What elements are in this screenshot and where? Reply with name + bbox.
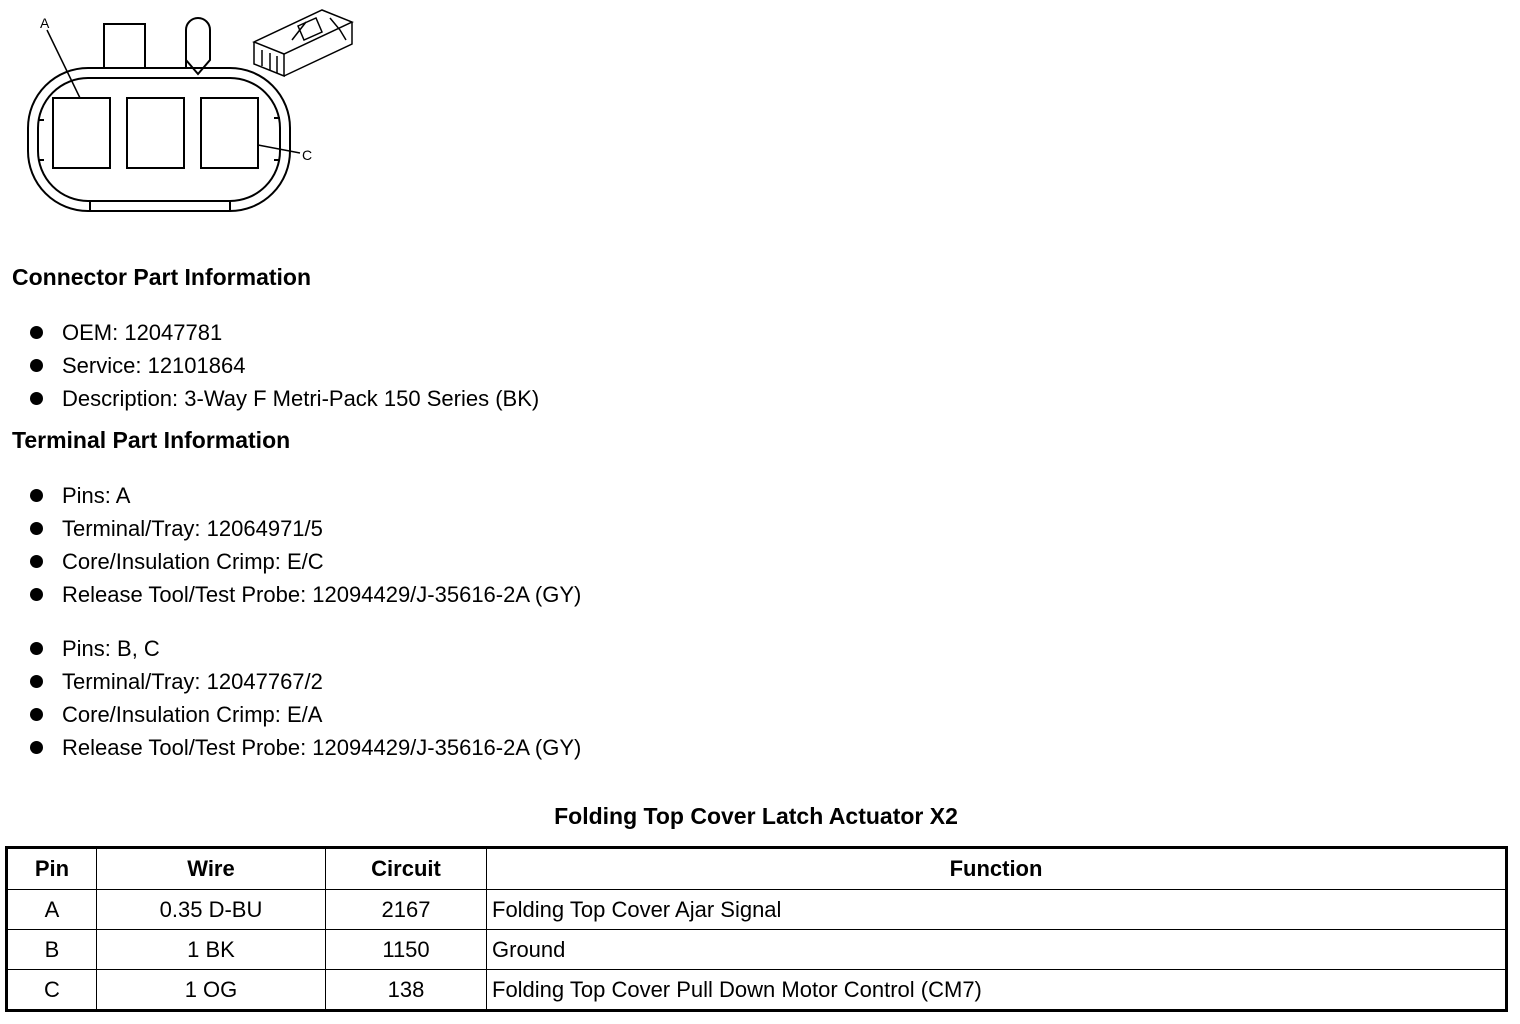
column-header-pin: Pin [7,848,97,890]
bullet-icon [30,741,43,754]
list-item: Release Tool/Test Probe: 12094429/J-35616-2A (GY) [28,578,581,611]
table-header-row [7,848,1507,890]
cell-pin: B [7,930,97,970]
list-item: Terminal/Tray: 12064971/5 [28,512,581,545]
cell-circuit: 138 [326,970,487,1011]
connector-housing-outer [28,68,290,211]
list-item: Pins: A [28,479,581,512]
cell-wire: 1 BK [97,930,326,970]
connector-3d-icon [254,10,352,76]
connector-info-heading: Connector Part Information [12,264,312,290]
terminal-info-list-2 [28,632,581,764]
list-item: Release Tool/Test Probe: 12094429/J-35616-2A (GY) [28,731,581,764]
table-row [7,930,1507,970]
cell-wire: 1 OG [97,970,326,1011]
terminal-info-heading: Terminal Part Information [12,427,291,453]
list-item: OEM: 12047781 [28,316,539,349]
bullet-icon [30,359,43,372]
pin-label-a: A [40,15,50,31]
cell-function: Folding Top Cover Ajar Signal [487,890,1507,930]
list-item: Terminal/Tray: 12047767/2 [28,665,581,698]
bullet-icon [30,326,43,339]
cavity-a [53,98,110,168]
bullet-icon [30,555,43,568]
cavity-c [201,98,258,168]
key-tab [186,18,210,74]
list-item: Core/Insulation Crimp: E/A [28,698,581,731]
bullet-icon [30,522,43,535]
column-header-circuit: Circuit [326,848,487,890]
cell-pin: A [7,890,97,930]
bullet-icon [30,642,43,655]
cell-circuit: 1150 [326,930,487,970]
list-item: Core/Insulation Crimp: E/C [28,545,581,578]
pinout-table [5,846,1508,1012]
connector-housing-inner [38,78,280,201]
list-item: Service: 12101864 [28,349,539,382]
cell-function: Folding Top Cover Pull Down Motor Control (CM7) [487,970,1507,1011]
connector-diagram [0,0,380,225]
bullet-icon [30,675,43,688]
cell-function: Ground [487,930,1507,970]
column-header-function: Function [487,848,1507,890]
cell-wire: 0.35 D-BU [97,890,326,930]
list-item: Description: 3-Way F Metri-Pack 150 Series (BK) [28,382,539,415]
table-title: Folding Top Cover Latch Actuator X2 [554,803,958,829]
bullet-icon [30,588,43,601]
bullet-icon [30,392,43,405]
bullet-icon [30,708,43,721]
terminal-info-list-1 [28,479,581,611]
list-item: Pins: B, C [28,632,581,665]
bullet-icon [30,489,43,502]
table-row [7,890,1507,930]
pin-label-c: C [302,147,313,163]
cavity-b [127,98,184,168]
connector-info-list [28,316,539,415]
table-row [7,970,1507,1011]
cell-circuit: 2167 [326,890,487,930]
cell-pin: C [7,970,97,1011]
lock-tab [104,24,145,68]
column-header-wire: Wire [97,848,326,890]
